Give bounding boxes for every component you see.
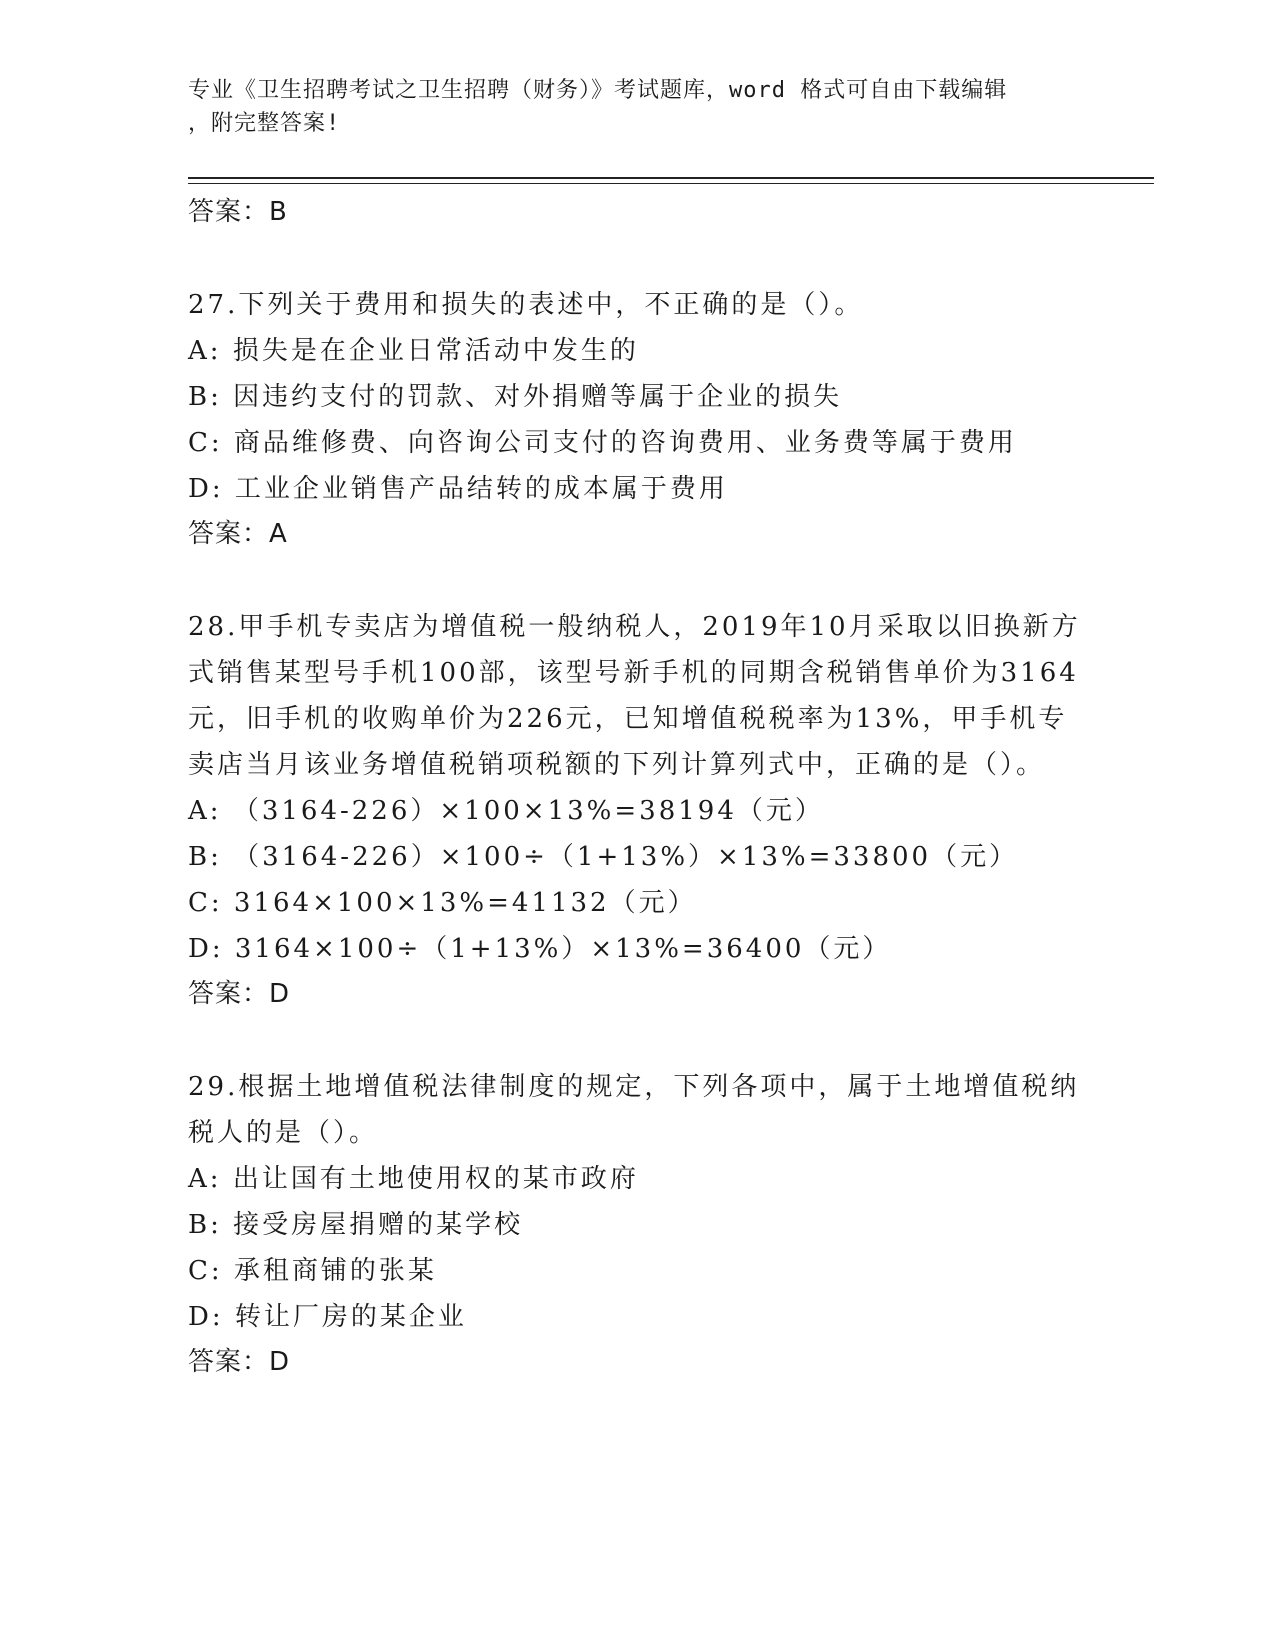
option-c <box>188 420 1088 466</box>
spacer <box>188 234 1088 282</box>
option-b <box>188 834 1088 880</box>
option-letter: B: <box>188 382 222 412</box>
option-letter: B: <box>188 842 222 872</box>
option-b <box>188 374 1088 420</box>
question-text: 27.下列关于费用和损失的表述中，不正确的是（）。 <box>188 290 864 320</box>
spacer <box>188 556 1088 604</box>
option-c <box>188 880 1088 926</box>
answer-line <box>188 190 1088 234</box>
answer-label: 答案： <box>188 1347 270 1377</box>
option-text: （3164-226）×100÷（1+13%）×13%=33800（元） <box>233 842 1019 872</box>
option-d <box>188 926 1088 972</box>
option-text: 工业企业销售产品结转的成本属于费用 <box>234 474 728 504</box>
answer-value: D <box>269 1347 291 1377</box>
option-d <box>188 1294 1088 1340</box>
answer-label: 答案： <box>188 979 270 1009</box>
option-letter: A: <box>188 336 222 366</box>
option-text: （3164-226）×100×13%=38194（元） <box>232 796 824 826</box>
question-block <box>188 1064 1088 1384</box>
option-a <box>188 1156 1088 1202</box>
option-text: 承租商铺的张某 <box>233 1256 437 1286</box>
option-c <box>188 1248 1088 1294</box>
option-letter: A: <box>188 1164 222 1194</box>
question-text: 29.根据土地增值税法律制度的规定，下列各项中，属于土地增值税纳税人的是（）。 <box>188 1072 1080 1148</box>
option-d <box>188 466 1088 512</box>
header-line-2: ，附完整答案! <box>188 111 341 136</box>
answer-value: A <box>269 519 288 549</box>
option-text: 接受房屋捐赠的某学校 <box>233 1210 524 1240</box>
option-letter: D: <box>188 1302 224 1332</box>
spacer <box>188 1016 1088 1064</box>
option-text: 损失是在企业日常活动中发生的 <box>232 336 639 366</box>
answer-line <box>188 972 1088 1016</box>
question-block <box>188 604 1088 1016</box>
option-letter: D: <box>188 474 224 504</box>
page-header <box>188 74 1088 140</box>
answer-value: D <box>269 979 291 1009</box>
option-text: 因违约支付的罚款、对外捐赠等属于企业的损失 <box>233 382 843 412</box>
option-letter: B: <box>188 1210 222 1240</box>
header-line-1: 专业《卫生招聘考试之卫生招聘（财务）》考试题库，word 格式可自由下载编辑 <box>188 78 1008 103</box>
answer-label: 答案： <box>188 197 270 227</box>
header-rule-thin <box>188 183 1154 184</box>
option-a <box>188 328 1088 374</box>
option-a <box>188 788 1088 834</box>
option-text: 转让厂房的某企业 <box>234 1302 467 1332</box>
option-letter: C: <box>188 888 223 918</box>
answer-label: 答案： <box>188 519 270 549</box>
answer-line <box>188 1340 1088 1384</box>
option-text: 3164×100÷（1+13%）×13%=36400（元） <box>234 934 892 964</box>
option-text: 商品维修费、向咨询公司支付的咨询费用、业务费等属于费用 <box>233 428 1017 458</box>
option-letter: D: <box>188 934 224 964</box>
question-text: 28.甲手机专卖店为增值税一般纳税人，2019年10月采取以旧换新方式销售某型号手机100部，该型号新手机的同期含税销售单价为3164元，旧手机的收购单价为226元，已知增值税税率为13%，甲手机专卖店当月该业务增值税销项税额的下列计算列式中，正确的是（）。 <box>188 612 1081 780</box>
option-text: 3164×100×13%=41132（元） <box>233 888 697 918</box>
answer-line <box>188 512 1088 556</box>
answer-value: B <box>269 197 288 227</box>
option-letter: C: <box>188 1256 223 1286</box>
option-text: 出让国有土地使用权的某市政府 <box>232 1164 639 1194</box>
option-letter: C: <box>188 428 223 458</box>
option-letter: A: <box>188 796 222 826</box>
document-body <box>188 190 1088 1384</box>
header-rule-thick <box>188 177 1154 179</box>
option-b <box>188 1202 1088 1248</box>
question-block <box>188 282 1088 556</box>
